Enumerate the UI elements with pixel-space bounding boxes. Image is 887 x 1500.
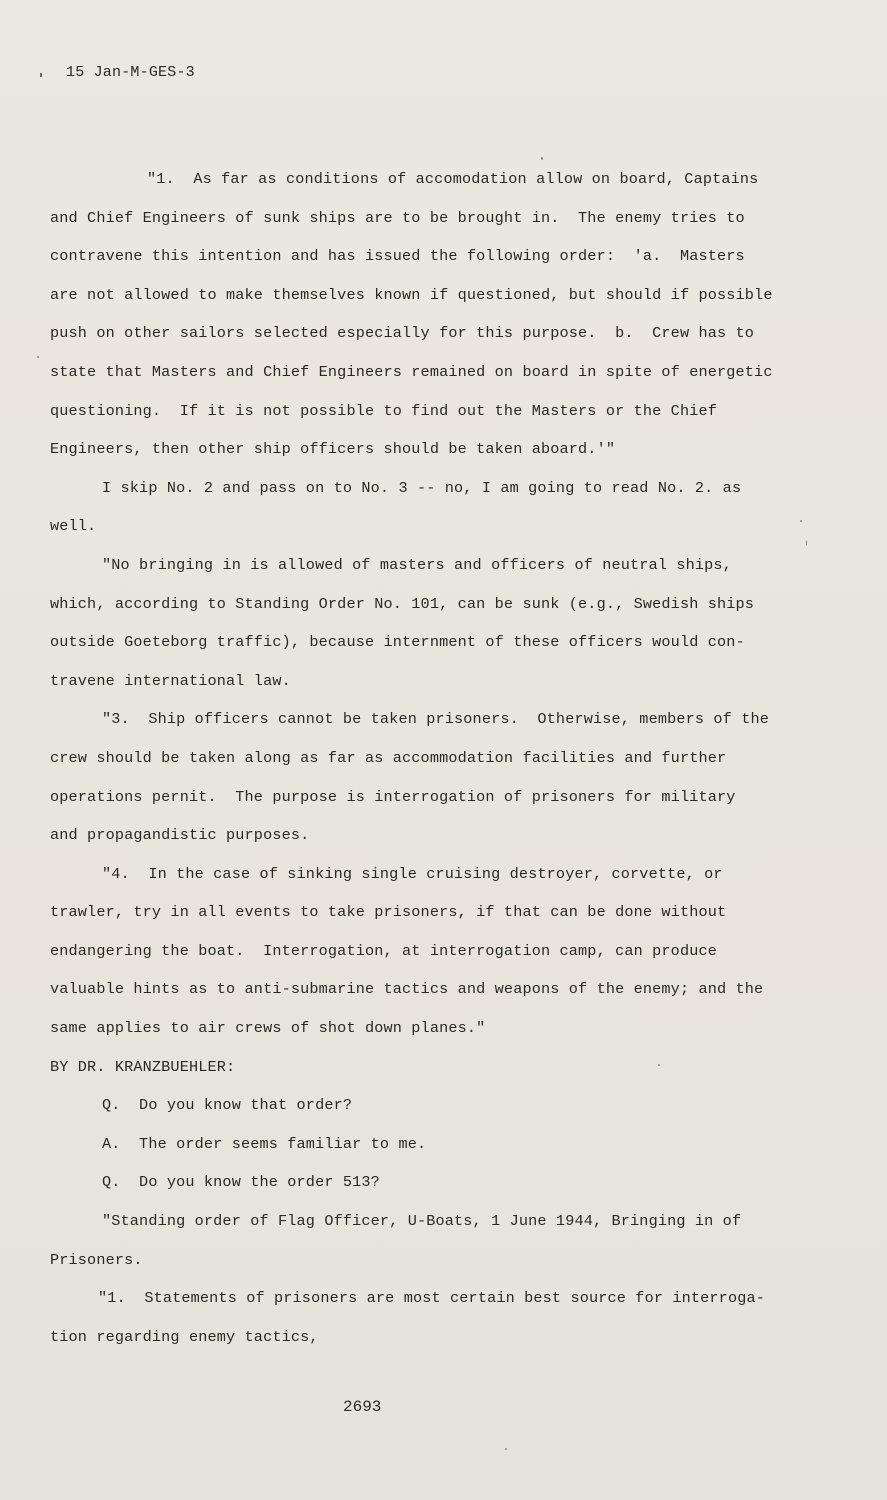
text-line: "No bringing in is allowed of masters and officers of neutral ships, <box>102 555 732 574</box>
text-line: questioning. If it is not possible to find out the Masters or the Chief <box>50 401 718 420</box>
text-line: tion regarding enemy tactics, <box>50 1327 319 1346</box>
text-line: contravene this intention and has issued the following order: 'a. Masters <box>50 247 745 266</box>
paper-speck <box>505 1448 507 1450</box>
text-line: Prisoners. <box>50 1250 143 1269</box>
text-line: push on other sailors selected especially for this purpose. b. Crew has to <box>50 324 755 343</box>
paragraph <box>50 585 820 701</box>
text-line: well. <box>50 517 97 536</box>
paragraph <box>50 855 820 894</box>
paragraph <box>50 700 820 739</box>
paragraph <box>50 1318 820 1357</box>
transcript-body <box>50 160 820 1356</box>
text-line: Q. Do you know that order? <box>102 1096 353 1115</box>
paragraph <box>50 1086 820 1240</box>
text-line: travene international law. <box>50 671 291 690</box>
paragraph <box>50 469 820 508</box>
text-line: "3. Ship officers cannot be taken prisoners. Otherwise, members of the <box>102 710 770 729</box>
text-line: same applies to air crews of shot down planes." <box>50 1019 486 1038</box>
text-line: outside Goeteborg traffic), because internment of these officers would con- <box>50 633 745 652</box>
paragraph <box>50 199 820 469</box>
text-line: crew should be taken along as far as accommodation facilities and further <box>50 748 727 767</box>
paragraph <box>50 1279 820 1318</box>
margin-mark <box>40 73 42 77</box>
text-line: operations pernit. The purpose is interrogation of prisoners for military <box>50 787 736 806</box>
text-line: Q. Do you know the order 513? <box>102 1173 380 1192</box>
paragraph <box>50 1241 820 1280</box>
text-line: "1. As far as conditions of accomodation allow on board, Captains <box>147 170 759 188</box>
paper-speck <box>806 540 807 546</box>
text-line: state that Masters and Chief Engineers remained on board in spite of energetic <box>50 362 773 381</box>
text-line: are not allowed to make themselves known if questioned, but should if possible <box>50 285 773 304</box>
text-line: trawler, try in all events to take prisoners, if that can be done without <box>50 903 727 922</box>
text-line: I skip No. 2 and pass on to No. 3 -- no, I am going to read No. 2. as <box>102 478 742 497</box>
paper-speck <box>541 157 543 160</box>
text-line: and propagandistic purposes. <box>50 826 310 845</box>
text-line: "4. In the case of sinking single cruising destroyer, corvette, or <box>102 864 723 883</box>
paragraph <box>50 739 820 855</box>
paper-speck <box>658 1064 660 1066</box>
text-line: which, according to Standing Order No. 101, can be sunk (e.g., Swedish ships <box>50 594 755 613</box>
paragraph <box>50 893 820 1086</box>
text-line: endangering the boat. Interrogation, at interrogation camp, can produce <box>50 941 718 960</box>
paper-speck <box>800 520 802 522</box>
page-number: 2693 <box>343 1398 382 1416</box>
text-line: BY DR. KRANZBUEHLER: <box>50 1057 236 1076</box>
paragraph <box>50 546 820 585</box>
document-reference: 15 Jan-M-GES-3 <box>66 64 195 81</box>
paragraph <box>50 160 820 199</box>
paper-speck <box>37 356 39 358</box>
text-line: "1. Statements of prisoners are most certain best source for interroga- <box>98 1289 766 1308</box>
text-line: valuable hints as to anti-submarine tactics and weapons of the enemy; and the <box>50 980 764 999</box>
text-line: Engineers, then other ship officers should be taken aboard.'" <box>50 440 616 459</box>
text-line: "Standing order of Flag Officer, U-Boats, 1 June 1944, Bringing in of <box>102 1212 742 1231</box>
paragraph <box>50 507 820 546</box>
text-line: A. The order seems familiar to me. <box>102 1134 427 1153</box>
text-line: and Chief Engineers of sunk ships are to be brought in. The enemy tries to <box>50 208 745 227</box>
